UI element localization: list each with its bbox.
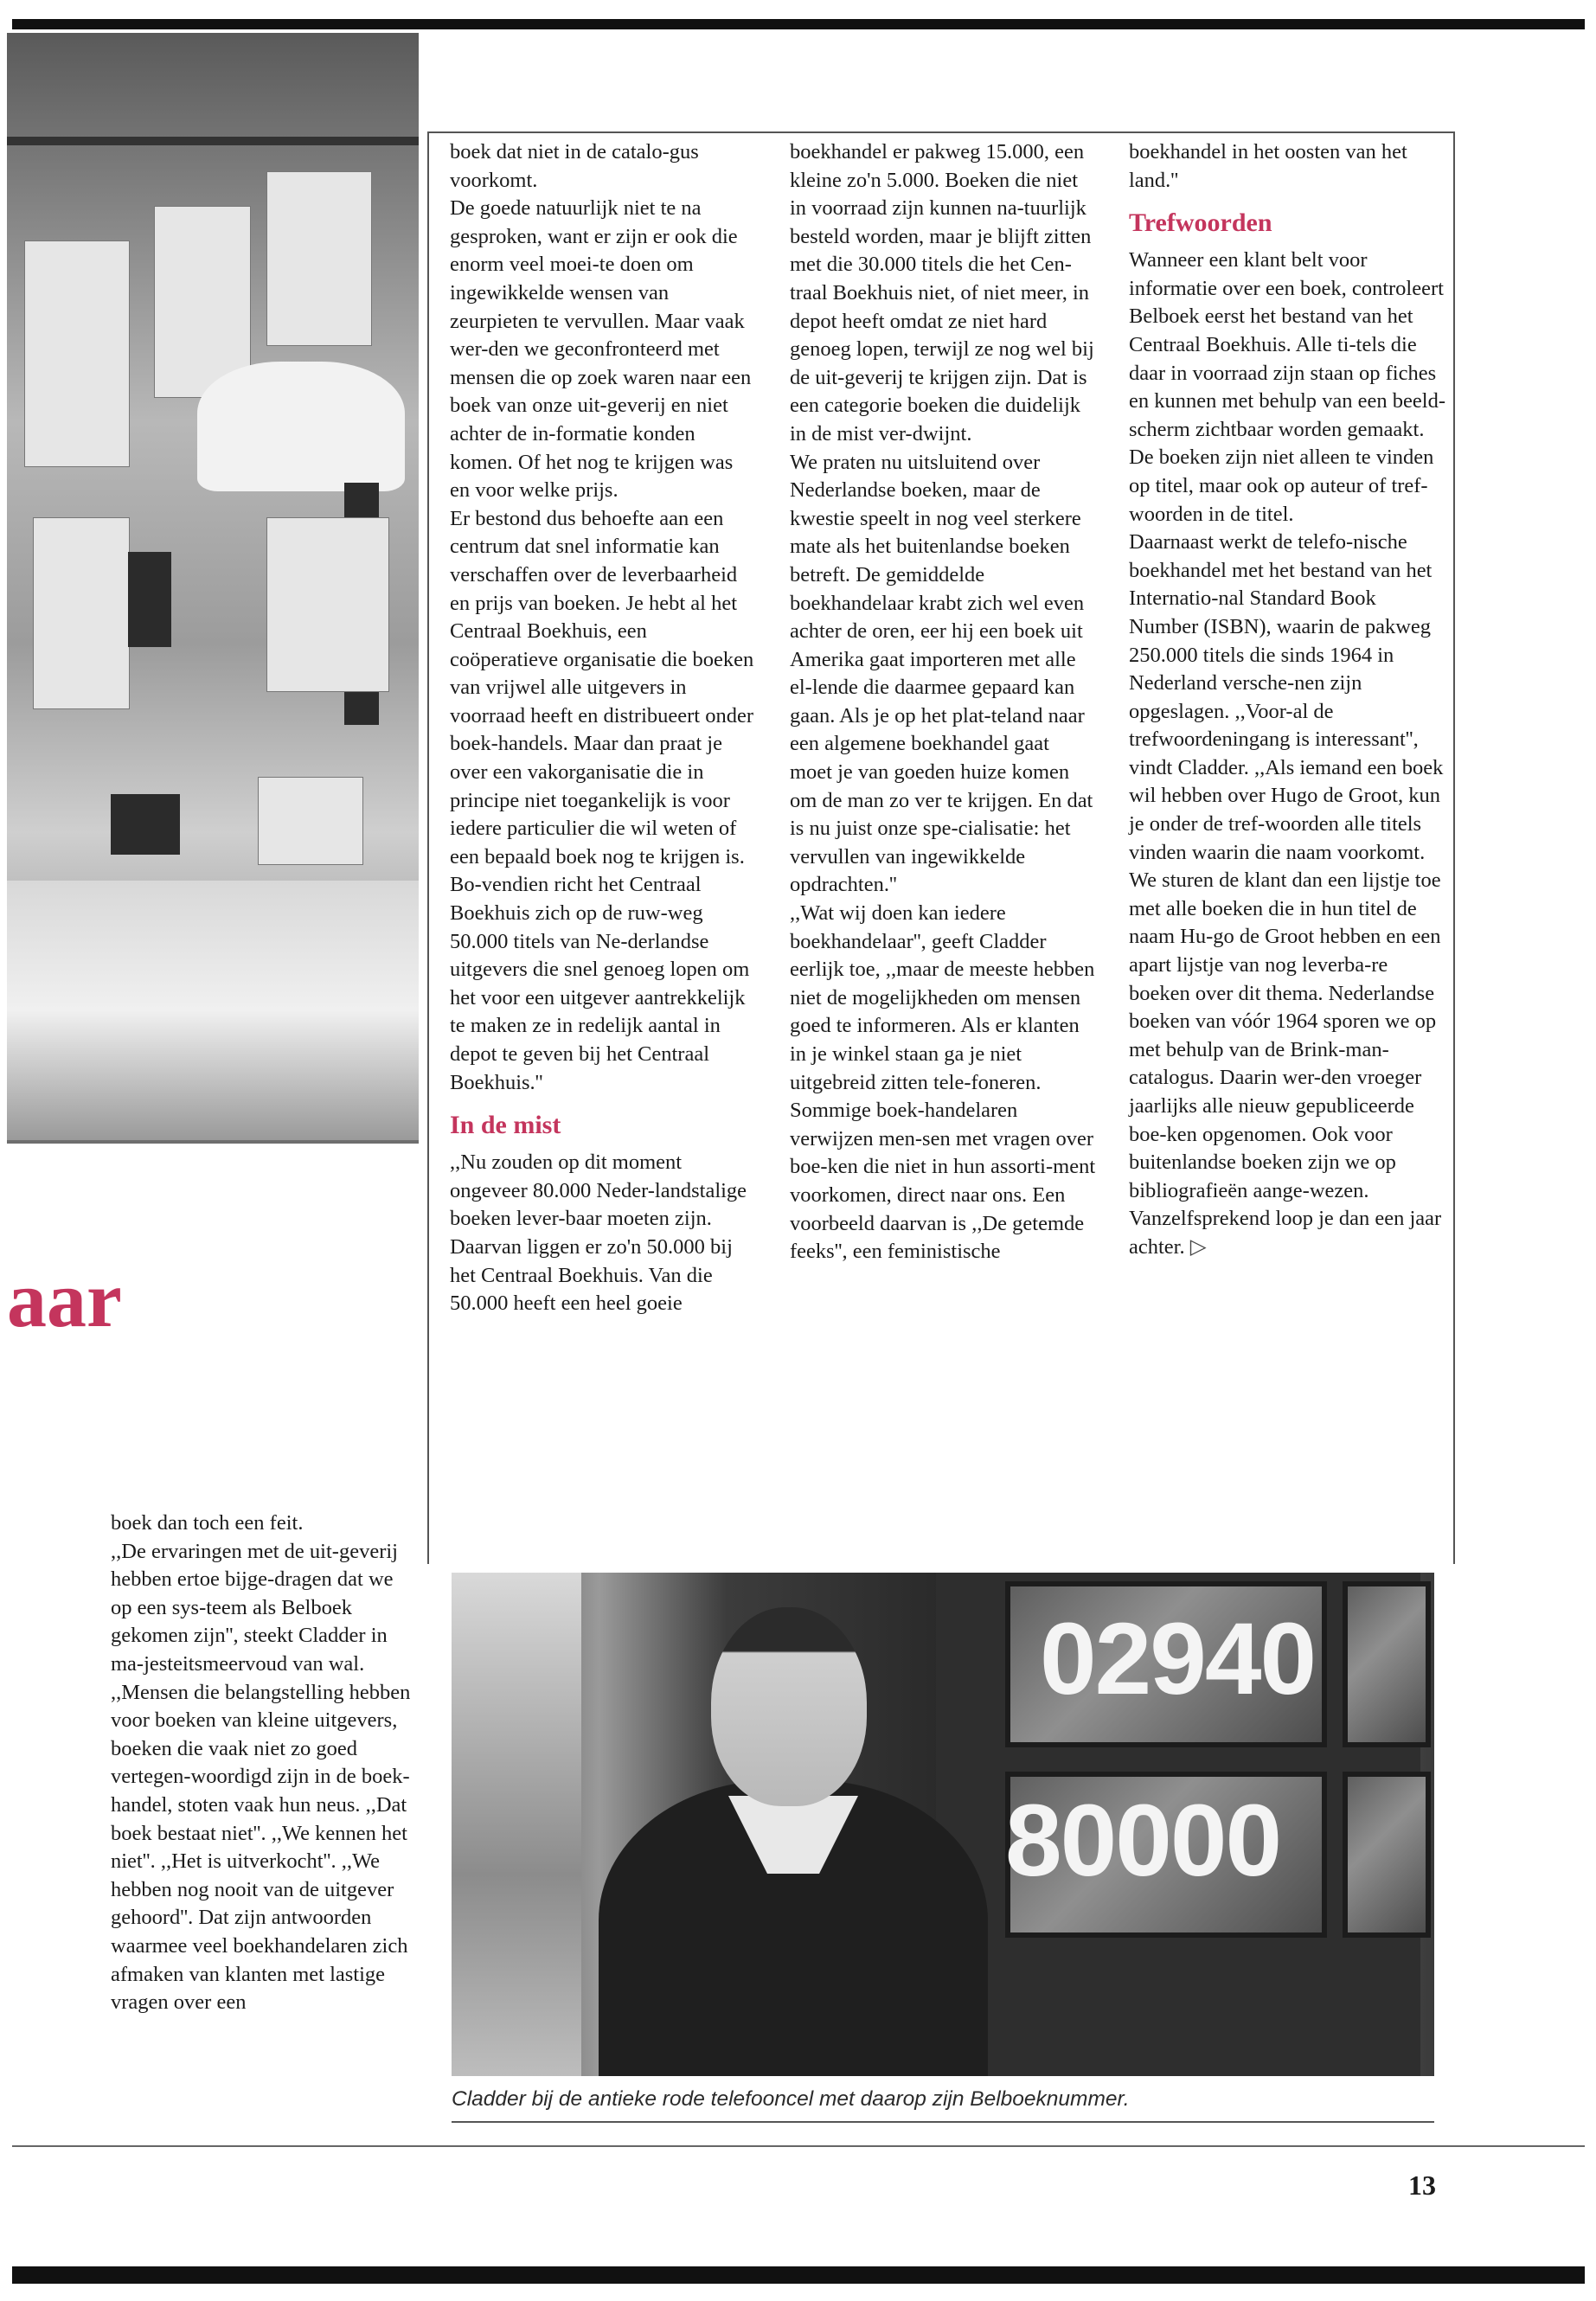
col0-para-1: boek dan toch een feit. [111, 1511, 304, 1535]
column-frame-left [427, 131, 429, 1564]
booth-number-bottom: 80000 [1005, 1784, 1281, 1898]
caption-rule [452, 2121, 1434, 2123]
col1-para-1: boek dat niet in de catalo-gus voorkomt. [450, 140, 699, 192]
footer-rule [12, 2145, 1585, 2147]
col3-para-2 [1129, 529, 1449, 1261]
column-frame-right [1453, 131, 1455, 1564]
office-photo [7, 33, 419, 1144]
top-rule [12, 19, 1585, 29]
col2-para-2: We praten nu uitsluitend over Nederlandse boeken, maar de kwestie speelt in nog veel sterkere mate als het buitenlandse boeken betreft. De gemiddelde boekhandelaar krabt zich wel even achter de oren, eer hij een boek uit Amerika gaat importeren met alle el-lende die daarmee gepaard kan gaan. Als je op het plat-teland naar een algemene boekhandel gaat moet je van goeden huize komen om de man zo ver te krijgen. En dat is nu juist onze spe-cialisatie: het vervullen van ingewikkelde opdrachten.'' [790, 450, 1093, 897]
column-3 [1129, 138, 1449, 1262]
column-2 [790, 138, 1097, 1266]
column-0 [111, 1509, 413, 2017]
page-number: 13 [1408, 2170, 1436, 2201]
col1-para-3: Er bestond dus behoefte aan een centrum dat snel informatie kan verschaffen over de leverbaarheid en prijs van boeken. Je hebt al het Centraal Boekhuis, een coöperatieve organisatie die boeken van vrijwel alle uitgevers in voorraad heeft en distribueert onder boek-handels. Maar dan praat je over een vakorganisatie die in principe niet toegankelijk is voor iedere particulier die wil weten of een bepaald boek nog te krijgen is. Bo-vendien richt het Centraal Boekhuis zich op de ruw-weg 50.000 titels van Ne-derlandse uitgevers die snel genoeg lopen om het voor een uitgever aantrekkelijk te maken ze in redelijk aantal in depot te geven bij het Centraal Boekhuis.'' [450, 506, 754, 1094]
col1-para-2: De goede natuurlijk niet te na gesproken, want er zijn er ook die enorm veel moei-te doen om ingewikkelde wensen van zeurpieten te vervullen. Maar vaak wer-den we geconfronteerd met mensen die op zoek waren naar een boek van onze uit-geverij en niet achter de in-formatie konden komen. Of het nog te krijgen was en voor welke prijs. [450, 196, 752, 503]
subheading-trefwoorden: Trefwoorden [1129, 208, 1272, 238]
photo-caption: Cladder bij de antieke rode telefooncel met daarop zijn Belboeknummer. [452, 2087, 1130, 2111]
col2-para-1: boekhandel er pakweg 15.000, een kleine zo'n 5.000. Boeken die niet in voorraad zijn kunnen na-tuurlijk besteld worden, maar je blijft zitten met die 30.000 titels die het Cen-traal Boekhuis niet, of niet meer, in depot heeft omdat ze niet hard genoeg lopen, terwijl ze nog wel bij de uit-geverij te krijgen zijn. Dat is een categorie boeken die duidelijk in de mist ver-dwijnt. [790, 140, 1094, 445]
col3-intro: boekhandel in het oosten van het land.'' [1129, 140, 1407, 192]
col2-para-3: ,,Wat wij doen kan iedere boekhandelaar'', geeft Cladder eerlijk toe, ,,maar de meeste hebben niet de mogelijkheden om mensen goed te informeren. Als er klanten in je winkel staan ga je niet uitgebreid zitten tele-foneren. Sommige boek-handelaren verwijzen men-sen met vragen over boe-ken die niet in hun assorti-ment voorkomen, direct naar ons. Een voorbeeld daarvan is ,,De getemde feeks'', een feministische [790, 901, 1096, 1264]
portrait-photo [452, 1573, 1434, 2076]
column-frame-top [427, 131, 1455, 133]
headline-fragment: aar [7, 1255, 122, 1343]
col1-para-4: ,,Nu zouden op dit moment ongeveer 80.000 Neder-landstalige boeken lever-baar moeten zijn. Daarvan liggen er zo'n 50.000 bij het Centraal Boekhuis. Van die 50.000 heeft een heel goeie [450, 1150, 747, 1316]
col3-para-2-text: Daarnaast werkt de telefo-nische boekhandel met het bestand van het Internatio-nal Standard Book Number (ISBN), waarin de pakweg 250.000 titels die sinds 1964 in Nederland versche-nen zijn opgeslagen. ,,Voor-al de trefwoordeningang is interessant'', vindt Cladder. ,,Als iemand een boek wil hebben over Hugo de Groot, kun je onder de tref-woorden alle titels vinden waarin die naam voorkomt. We sturen de klant dan een lijstje toe met alle boeken die in hun titel de naam Hu-go de Groot hebben en een apart lijstje van nog leverba-re boeken over dit thema. Nederlandse boeken van vóór 1964 sporen we op met behulp van de Brink-man-catalogus. Daarin wer-den vroeger jaarlijks alle nieuw gepubliceerde boe-ken opgenomen. Ook voor buitenlandse boeken zijn we op bibliografieën aange-wezen. Vanzelfsprekend loop je dan een jaar achter. [1129, 530, 1444, 1259]
col3-para-1: Wanneer een klant belt voor informatie over een boek, controleert Belboek eerst het bestand van het Centraal Boekhuis. Alle ti-tels die daar in voorraad zijn staan op fiches en kunnen met behulp van een beeld-scherm zichtbaar worden gemaakt. De boeken zijn niet alleen te vinden op titel, maar ook op auteur of tref-woorden in de titel. [1129, 248, 1446, 526]
col0-para-2: ,,De ervaringen met de uit-geverij hebben ertoe bijge-dragen dat we op een sys-teem als Belboek gekomen zijn'', steekt Cladder in ma-jesteitsmeervoud van wal. ,,Mensen die belangstelling hebben voor boeken van kleine uitgevers, boeken die vaak niet zo goed vertegen-woordigd zijn in de boek-handel, stoten vaak hun neus. ,,Dat boek bestaat niet''. ,,We kennen het niet''. ,,Het is uitverkocht''. ,,We hebben nog nooit van de uitgever gehoord''. Dat zijn antwoorden waarmee veel boekhandelaren zich afmaken van klanten met lastige vragen over een [111, 1539, 411, 2015]
continue-arrow-icon: ▷ [1189, 1234, 1207, 1259]
booth-number-top: 02940 [1040, 1602, 1316, 1716]
subheading-in-de-mist: In de mist [450, 1111, 561, 1140]
bottom-rule [12, 2266, 1585, 2284]
column-1 [450, 138, 757, 1318]
